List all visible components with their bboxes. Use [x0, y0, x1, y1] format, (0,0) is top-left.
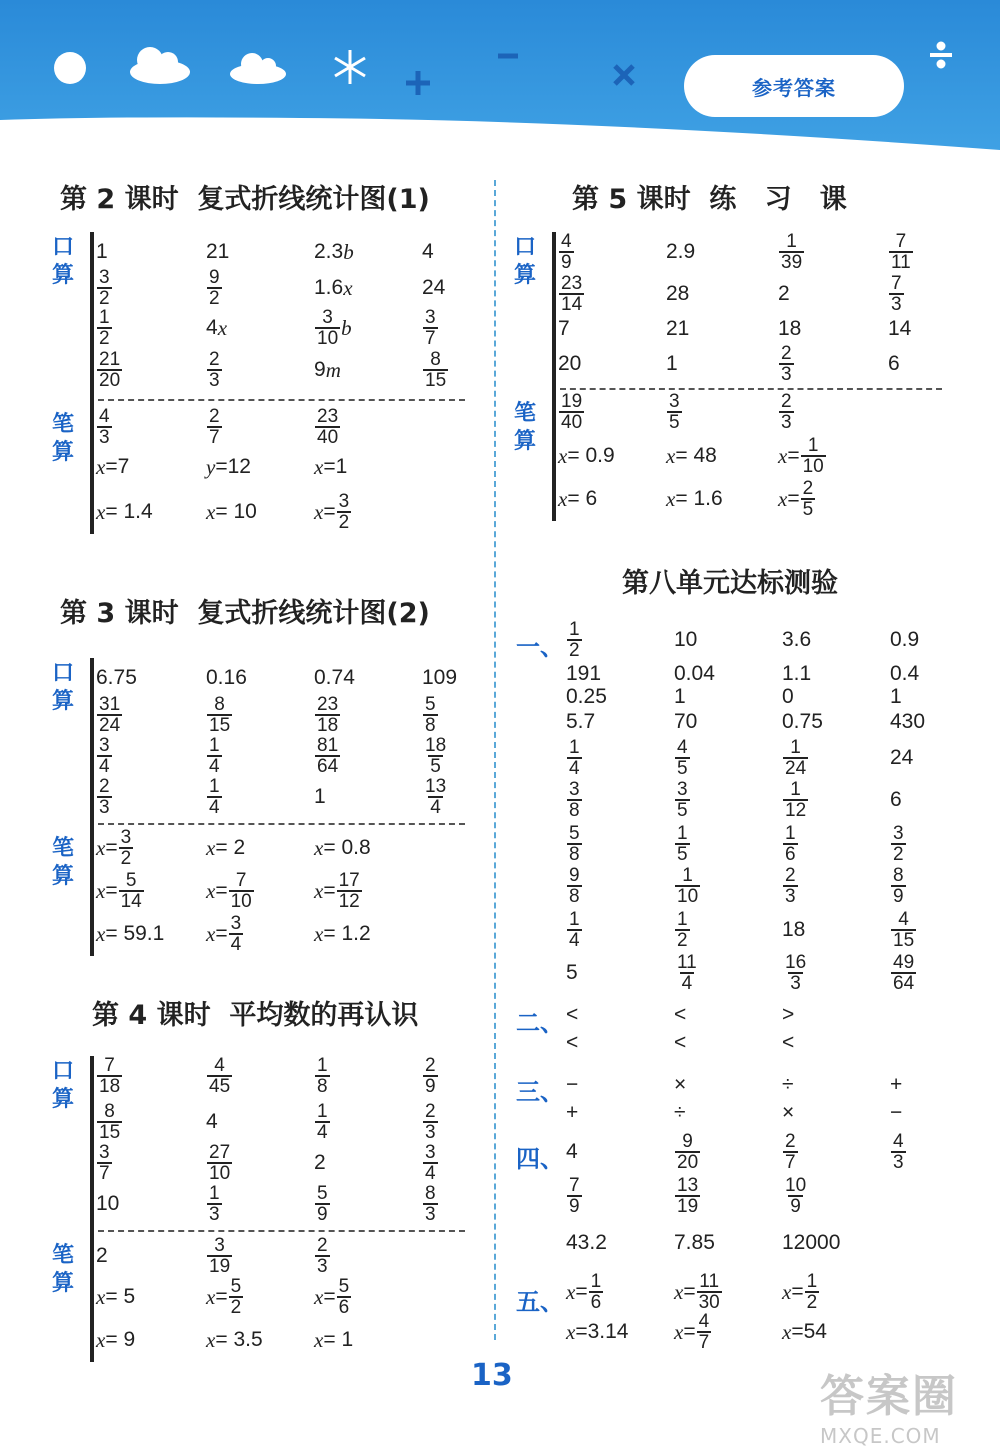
answer-cell: x = 0.8: [314, 835, 371, 860]
answer-cell: 1: [314, 785, 326, 808]
answer-cell: x = $\frac{5}{6}$: [314, 1276, 350, 1318]
section-title-2: 第 2 课时 复式折线统计图(1): [60, 184, 430, 215]
answer-cell: 1: [674, 685, 686, 708]
answer-cell: 2: [314, 1151, 326, 1174]
answer-cell: x = $\frac{7}{10}$: [206, 870, 252, 912]
answer-cell: 43.2: [566, 1231, 607, 1254]
answer-cell: $\frac{1}{4}$: [209, 735, 220, 777]
answer-cell: $\frac{18}{5}$: [425, 735, 447, 777]
answer-cell: 9 m: [314, 357, 341, 382]
answer-cell: $\frac{23}{18}$: [317, 694, 339, 736]
answer-cell: $\frac{19}{40}$: [561, 391, 583, 433]
answer-cell: $\frac{3}{2}$: [893, 823, 904, 865]
answer-cell: $\frac{7}{3}$: [891, 273, 902, 315]
answer-cell: 1: [890, 685, 902, 708]
answer-cell: x = $\frac{5}{2}$: [206, 1276, 242, 1318]
answer-cell: x = 0.9: [558, 443, 615, 468]
answer-cell: +: [566, 1101, 579, 1124]
bisuan-label: 笔 算: [513, 401, 536, 454]
answer-cell: $\frac{1}{39}$: [781, 231, 803, 273]
answer-cell: x = $\frac{3}{2}$: [314, 491, 350, 533]
answer-cell: ×: [782, 1101, 795, 1124]
answer-cell: 2.3 b: [314, 239, 354, 264]
answer-cell: x = $\frac{4}{7}$: [674, 1311, 710, 1353]
answer-cell: 6.75: [96, 666, 137, 689]
answer-cell: x = 3.5: [206, 1327, 263, 1352]
answer-cell: x = 48: [666, 443, 717, 468]
answer-cell: 0.16: [206, 666, 247, 689]
answer-cell: x = 6: [558, 486, 598, 511]
answer-cell: $\frac{2}{7}$: [785, 1131, 796, 1173]
answer-cell: ÷: [674, 1101, 686, 1124]
answer-cell: $\frac{2}{3}$: [785, 865, 796, 907]
answer-cell: $\frac{3}{7}$: [99, 1142, 110, 1184]
answer-cell: 6: [890, 788, 902, 811]
answer-cell: 191: [566, 662, 602, 685]
answer-cell: >: [782, 1003, 795, 1026]
answer-cell: $\frac{2}{9}$: [425, 1055, 436, 1097]
answer-cell: 7.85: [674, 1231, 715, 1254]
answer-cell: 7: [558, 317, 570, 340]
answer-cell: $\frac{3}{5}$: [677, 779, 688, 821]
answer-cell: 21: [206, 240, 230, 263]
answer-cell: 4 x: [206, 315, 228, 340]
answer-cell: $\frac{4}{9}$: [561, 231, 572, 273]
answer-cell: $\frac{8}{9}$: [893, 865, 904, 907]
answer-cell: 21: [666, 317, 690, 340]
answer-cell: $\frac{16}{3}$: [785, 952, 807, 994]
answer-cell: $\frac{5}{8}$: [569, 823, 580, 865]
answer-cell: $\frac{2}{3}$: [781, 343, 792, 385]
answer-cell: $\frac{4}{45}$: [209, 1055, 231, 1097]
answer-cell: $\frac{4}{3}$: [893, 1131, 904, 1173]
answer-cell: $\frac{1}{2}$: [569, 619, 580, 661]
answer-cell: $\frac{1}{5}$: [677, 823, 688, 865]
section-title-3: 第 3 课时 复式折线统计图(2): [60, 598, 430, 629]
kousuan-label: 口 算: [513, 235, 536, 288]
answer-cell: 1: [666, 352, 678, 375]
answer-cell: $\frac{1}{4}$: [569, 737, 580, 779]
answer-cell: 4: [422, 240, 434, 263]
answer-cell: $\frac{1}{8}$: [317, 1055, 328, 1097]
answer-cell: <: [782, 1031, 795, 1054]
part-label: 三、: [516, 1078, 564, 1106]
answer-cell: $\frac{8}{15}$: [209, 694, 231, 736]
answer-cell: $\frac{2}{3}$: [425, 1101, 436, 1143]
answer-cell: x = 1.2: [314, 921, 371, 946]
answer-cell: 2.9: [666, 240, 696, 263]
answer-cell: $\frac{8}{15}$: [99, 1101, 121, 1143]
answer-cell: $\frac{7}{18}$: [99, 1055, 121, 1097]
answer-cell: 14: [888, 317, 912, 340]
answer-cell: 24: [422, 276, 446, 299]
answer-cell: 18: [778, 317, 802, 340]
answer-cell: $\frac{2}{3}$: [209, 349, 220, 391]
answer-cell: x = $\frac{3}{4}$: [206, 913, 242, 955]
answer-cell: 24: [890, 746, 914, 769]
answer-cell: $\frac{11}{4}$: [677, 952, 697, 994]
answer-cell: $\frac{9}{20}$: [677, 1131, 699, 1173]
answer-cell: <: [566, 1003, 579, 1026]
section-title-4: 第 4 课时 平均数的再认识: [92, 1000, 419, 1031]
answer-cell: $\frac{3}{7}$: [425, 307, 436, 349]
kousuan-label: 口 算: [51, 661, 74, 714]
answer-cell: $\frac{27}{10}$: [209, 1142, 231, 1184]
answer-cell: $\frac{4}{15}$: [893, 909, 915, 951]
answer-cell: x = 1.6: [666, 486, 723, 511]
answer-cell: 20: [558, 352, 582, 375]
answer-cell: $\frac{7}{9}$: [569, 1175, 580, 1217]
answer-cell: ×: [674, 1073, 687, 1096]
answer-cell: 1.6 x: [314, 275, 353, 300]
answer-cell: 0.75: [782, 710, 823, 733]
answer-cell: $\frac{1}{4}$: [209, 776, 220, 818]
answer-cell: $\frac{1}{4}$: [569, 909, 580, 951]
answer-cell: $\frac{3}{19}$: [209, 1235, 231, 1277]
answer-cell: ÷: [782, 1073, 794, 1096]
answer-cell: x =1: [314, 454, 348, 479]
answer-cell: $\frac{1}{12}$: [785, 779, 807, 821]
answer-cell: −: [566, 1073, 579, 1096]
answer-cell: $\frac{2}{7}$: [209, 406, 220, 448]
answer-cell: $\frac{49}{64}$: [893, 952, 915, 994]
answer-cell: 4: [206, 1110, 218, 1133]
page-number: 13: [471, 1358, 513, 1393]
part-label: 五、: [516, 1288, 564, 1316]
answer-cell: $\frac{5}{8}$: [425, 694, 436, 736]
answer-cell: 0.04: [674, 662, 715, 685]
answer-cell: $\frac{1}{6}$: [785, 823, 796, 865]
answer-cell: x = $\frac{2}{5}$: [778, 478, 814, 520]
answer-cell: 430: [890, 710, 926, 733]
answer-cell: x =7: [96, 454, 130, 479]
answer-cell: x = 10: [206, 499, 257, 524]
answer-cell: x = 1.4: [96, 499, 153, 524]
part-label: 四、: [516, 1145, 564, 1173]
bisuan-label: 笔 算: [51, 411, 74, 465]
answer-cell: $\frac{2}{3}$: [781, 391, 792, 433]
answer-cell: 10: [674, 628, 698, 651]
part-label: 二、: [516, 1009, 564, 1037]
answer-cell: 18: [782, 918, 806, 941]
answer-cell: 70: [674, 710, 698, 733]
answer-cell: $\frac{9}{8}$: [569, 865, 580, 907]
answer-cell: $\frac{23}{14}$: [561, 273, 583, 315]
answer-cell: x = $\frac{11}{30}$: [674, 1271, 720, 1313]
answer-cell: +: [890, 1073, 903, 1096]
answer-cell: x = 9: [96, 1327, 136, 1352]
answer-cell: $\frac{2}{3}$: [317, 1235, 328, 1277]
answer-cell: $\frac{13}{19}$: [677, 1175, 699, 1217]
answer-cell: $\frac{1}{10}$: [677, 865, 699, 907]
answer-cell: <: [566, 1031, 579, 1054]
answer-cell: 0.9: [890, 628, 920, 651]
answer-cell: 0.4: [890, 662, 920, 685]
answer-cell: $\frac{21}{20}$: [99, 349, 121, 391]
answer-cell: 0.25: [566, 685, 607, 708]
answer-cell: 109: [422, 666, 458, 689]
kousuan-label: 口 算: [51, 1059, 74, 1112]
answer-cell: 5: [566, 961, 578, 984]
answer-cell: <: [674, 1003, 687, 1026]
answer-cell: $\frac{3}{4}$: [425, 1142, 436, 1184]
answer-cell: x = $\frac{3}{2}$: [96, 827, 132, 869]
answer-cell: $\frac{3}{8}$: [569, 779, 580, 821]
answer-cell: 12000: [782, 1231, 841, 1254]
answer-cell: 2: [96, 1244, 108, 1267]
kousuan-label: 口 算: [51, 235, 74, 288]
answer-cell: $\frac{3}{5}$: [669, 391, 680, 433]
answer-cell: x = $\frac{17}{12}$: [314, 870, 360, 912]
answer-cell: x = 5: [96, 1284, 136, 1309]
answer-cell: x = $\frac{1}{10}$: [778, 435, 824, 477]
answer-cell: x = $\frac{1}{2}$: [782, 1271, 818, 1313]
answer-cell: y =12: [206, 454, 251, 479]
answer-cell: $\frac{1}{24}$: [785, 737, 807, 779]
answer-cell: x =54: [782, 1319, 827, 1344]
answer-cell: $\frac{4}{3}$: [99, 406, 110, 448]
answer-cell: $\frac{13}{4}$: [425, 776, 447, 818]
bisuan-label: 笔 算: [51, 835, 74, 889]
answer-cell: $\frac{8}{3}$: [425, 1183, 436, 1225]
watermark-text: 答案圈: [820, 1371, 958, 1422]
answer-cell: $\frac{1}{2}$: [99, 307, 110, 349]
answer-cell: 28: [666, 282, 690, 305]
answer-cell: $\frac{3}{4}$: [99, 735, 110, 777]
answer-cell: 3.6: [782, 628, 812, 651]
answer-cell: $\frac{81}{64}$: [317, 735, 339, 777]
answer-cell: 5.7: [566, 710, 596, 733]
answer-cell: $\frac{9}{2}$: [209, 267, 220, 309]
answer-cell: 10: [96, 1192, 120, 1215]
answer-cell: $\frac{7}{11}$: [891, 231, 911, 273]
bisuan-label: 笔 算: [51, 1243, 74, 1296]
answer-cell: 2: [778, 282, 790, 305]
answer-cell: $\frac{4}{5}$: [677, 737, 688, 779]
answer-cell: x =3.14: [566, 1319, 629, 1344]
answer-cell: $\frac{3}{2}$: [99, 267, 110, 309]
answer-cell: −: [890, 1101, 903, 1124]
answer-cell: $\frac{1}{3}$: [209, 1183, 220, 1225]
unit-test-title: 第八单元达标测验: [622, 568, 838, 599]
answer-cell: $\frac{8}{15}$: [425, 349, 447, 391]
answer-cell: 4: [566, 1140, 578, 1163]
watermark-url: MXQE.COM: [820, 1424, 941, 1448]
answer-cell: x = 2: [206, 835, 246, 860]
answer-cell: $\frac{3}{10}$ b: [317, 307, 352, 349]
answer-cell: $\frac{1}{4}$: [317, 1101, 328, 1143]
answer-cell: x = $\frac{5}{14}$: [96, 870, 142, 912]
answer-cell: 6: [888, 352, 900, 375]
answer-cell: 1: [96, 240, 108, 263]
answer-cell: $\frac{5}{9}$: [317, 1183, 328, 1225]
section-title-5: 第 5 课时 练 习 课: [572, 184, 847, 215]
answer-cell: $\frac{1}{2}$: [677, 909, 688, 951]
answer-cell: $\frac{10}{9}$: [785, 1175, 807, 1217]
answer-cell: 0: [782, 685, 794, 708]
answer-cell: x = 59.1: [96, 921, 165, 946]
answer-cell: $\frac{31}{24}$: [99, 694, 121, 736]
answer-cell: x = 1: [314, 1327, 354, 1352]
banner-text: 参考答案: [752, 75, 836, 100]
answer-cell: 0.74: [314, 666, 355, 689]
answer-cell: <: [674, 1031, 687, 1054]
answer-cell: 1.1: [782, 662, 812, 685]
watermark-logo: [820, 1360, 990, 1448]
answer-cell: $\frac{2}{3}$: [99, 776, 110, 818]
answer-cell: x = $\frac{1}{6}$: [566, 1271, 602, 1313]
part-label: 一、: [516, 633, 564, 661]
answer-cell: $\frac{23}{40}$: [317, 406, 339, 448]
